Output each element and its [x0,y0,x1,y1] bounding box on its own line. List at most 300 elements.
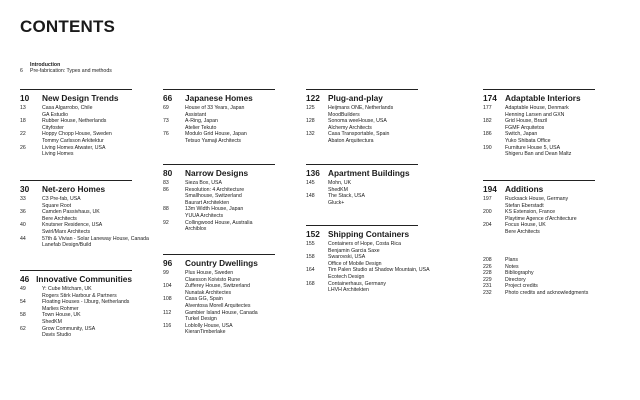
contents-entry [163,296,275,303]
entry-text: Mohn, UK [328,180,352,186]
entry-text: Archiblox [185,226,207,233]
entry-text: Swarovski, USA [328,254,366,261]
section [163,89,275,145]
entry-text: Directory [505,276,526,283]
entry-page-number [306,112,328,119]
entry-page-number [20,229,42,236]
contents-entry [483,138,595,145]
section [163,254,275,336]
entry-page-number: 132 [306,131,315,138]
entry-text: Notes [505,263,519,270]
section-page-number: 46 [20,274,30,284]
entry-page-number [163,303,185,310]
entry-page-number: 164 [306,267,315,274]
contents-entry [306,274,430,281]
entry-page-number [163,193,185,200]
entry-page-number: 54 [20,299,26,306]
entry-page-number [483,203,505,210]
entry-text: Rogers Stirk Harbour & Partners [42,292,117,299]
entry-text: Focus House, UK [505,222,546,229]
contents-entry [483,131,595,138]
contents-entry [163,206,275,213]
section-title: Narrow Designs [185,168,249,178]
contents-entry [20,216,149,223]
section-heading [163,164,275,178]
entry-text: Alventosa Morell Arquitectes [185,302,251,309]
section-heading [20,180,132,194]
contents-entry [306,287,430,294]
contents-entry [20,312,132,319]
entry-page-number: 177 [483,105,492,111]
entry-text: Square Root [42,202,72,209]
contents-entry [306,131,418,138]
back-matter-entry [483,290,588,297]
entry-page-number [163,200,185,207]
contents-entry [163,323,275,330]
entry-page-number: 86 [163,186,169,193]
contents-entry [306,187,418,194]
contents-entry [163,187,275,194]
section-title: Japanese Homes [185,93,253,103]
entry-text: Stefan Eberstadt [505,202,544,209]
entry-text: Rubber House, Netherlands [42,118,107,125]
entry-text: 13m Width House, Japan [185,206,244,213]
contents-entry [483,216,595,223]
entry-text: Furniture House 5, USA [505,144,561,151]
section-title: Adaptable Interiors [505,93,581,103]
section-title: Net-zero Homes [42,184,106,194]
section-title: Innovative Communities [36,274,132,284]
entry-text: Gluck+ [328,199,345,206]
contents-entry [306,241,430,248]
entry-page-number: 168 [306,280,315,287]
entry-page-number: 22 [20,131,26,138]
contents-entry [20,222,149,229]
contents-entry [163,193,275,200]
entry-text: Plans [505,257,518,263]
section-heading [163,89,275,103]
section-page-number: 174 [483,93,497,103]
entry-text: Camden Passivhaus, UK [42,209,100,216]
entry-text: Rucksack House, Germany [505,196,569,202]
section [306,164,418,206]
contents-entry [20,286,132,293]
entry-page-number: 112 [163,309,172,316]
entry-page-number: 76 [163,131,169,138]
entry-page-number [306,287,328,294]
contents-entry [20,229,149,236]
contents-entry [163,200,275,207]
entry-page-number [163,125,185,132]
back-matter [483,257,588,297]
entry-text: KieranTimberlake [185,329,226,336]
entry-page-number: 33 [20,196,26,202]
entry-text: Alchemy Architects [328,124,372,131]
back-matter-entry [483,257,588,264]
contents-entry [20,242,149,249]
contents-entry [20,151,132,158]
section-page-number: 66 [163,93,173,103]
entry-page-number: 204 [483,222,492,229]
entry-text: Project credits [505,283,538,290]
entry-text: Floating Houses - IJburg, Netherlands [42,299,130,306]
entry-page-number: 104 [163,283,172,290]
entry-text: Abaton Arquitectura [328,137,374,144]
contents-entry [306,248,430,255]
entry-page-number: 182 [483,118,492,125]
section-heading [483,180,595,194]
entry-text: 57th & Vivian - Solar Laneway House, Canada [42,235,149,242]
entry-text: Atelier Tekuto [185,124,217,131]
entry-text: Containerhaus, Germany [328,280,386,287]
contents-entry [20,145,132,152]
entry-text: Pre-fabrication: Types and methods [30,68,112,74]
section-title: Plug-and-play [328,93,383,103]
entry-text: Shigeru Ban and Dean Maltz [505,151,572,158]
contents-entry [483,145,595,152]
entry-text: Living Homes Atwater, USA [42,144,106,151]
entry-text: Tommy Carlsson Arkitektur [42,137,104,144]
contents-entry [20,332,132,339]
entry-page-number [20,203,42,210]
contents-entry [163,213,275,220]
entry-page-number [163,226,185,233]
section-title: New Design Trends [42,93,119,103]
contents-entry [163,226,275,233]
section-page-number: 10 [20,93,30,103]
entry-text: Zufferey House, Switzerland [185,283,251,290]
entry-text: ShedKM [328,186,348,193]
entry-page-number: 58 [20,312,26,319]
contents-entry [163,220,275,227]
contents-entry [20,319,132,326]
contents-entry [20,125,132,132]
contents-entry [163,290,275,297]
entry-page-number: 229 [483,276,492,283]
contents-entry [163,303,275,310]
entry-text: The Stack, USA [328,193,365,200]
entry-text: Collingwood House, Australia [185,219,253,226]
entry-page-number [20,319,42,326]
introduction-entry [20,68,112,74]
entry-page-number [20,138,42,145]
entry-text: GA Estudio [42,111,68,118]
entry-page-number: 125 [306,105,315,111]
contents-entry [483,125,595,132]
entry-text: KS Extension, France [505,209,556,216]
contents-entry [20,306,132,313]
entry-page-number [20,332,42,339]
section [483,180,595,236]
contents-entry [306,118,418,125]
entry-page-number [20,293,42,300]
entry-page-number [483,229,505,236]
entry-text: YUUA Architects [185,212,224,219]
contents-entry [306,105,418,112]
section [306,225,430,294]
entry-page-number [163,329,185,336]
entry-text: ShedKM [42,318,62,325]
entry-page-number [163,213,185,220]
entry-page-number: 49 [20,286,26,292]
entry-text: Baurart Architekten [185,199,230,206]
entry-page-number: 226 [483,263,492,270]
contents-entry [483,229,595,236]
section-title: Country Dwellings [185,258,258,268]
back-matter-entry [483,270,588,277]
entry-page-number: 36 [20,209,26,216]
contents-entry [163,105,275,112]
entry-text: Loblolly House, USA [185,322,233,329]
entry-page-number: 108 [163,296,172,303]
entry-text: Casa Algarrobo, Chile [42,105,93,111]
entry-text: Sieza Box, USA [185,180,222,186]
entry-page-number: 228 [483,270,492,277]
entry-page-number [163,138,185,145]
entry-text: MoodBuilders [328,111,360,118]
entry-text: Photo credits and acknowledgments [505,289,589,296]
entry-page-number [20,151,42,158]
contents-entry [163,138,275,145]
entry-page-number [20,112,42,119]
entry-page-number: 40 [20,222,26,229]
entry-page-number [483,216,505,223]
entry-text: Lanefab Design/Build [42,242,92,249]
section-page-number: 194 [483,184,497,194]
entry-page-number [20,216,42,223]
entry-page-number: 208 [483,257,492,263]
contents-entry [306,193,418,200]
entry-page-number [163,316,185,323]
entry-page-number: 83 [163,180,169,186]
entry-text: Hoppy Chopp House, Sweden [42,131,112,138]
entry-page-number [306,248,328,255]
entry-text: Davis Studio [42,332,72,339]
entry-text: Bibliography [505,270,534,277]
entry-page-number [163,290,185,297]
contents-entry [20,299,132,306]
section-title: Shipping Containers [328,229,410,239]
entry-page-number: 116 [163,322,172,329]
contents-entry [483,196,595,203]
contents-entry [306,180,418,187]
entry-page-number [483,112,505,119]
section [163,164,275,233]
entry-page-number: 232 [483,289,492,296]
page-title: CONTENTS [20,17,116,36]
section-heading [483,89,595,103]
entry-text: Switch, Japan [505,131,538,138]
entry-text: Resolution: 4 Architecture [185,186,245,193]
contents-entry [483,209,595,216]
entry-page-number: 231 [483,283,492,290]
contents-entry [306,138,418,145]
entry-text: Cityfoster [42,124,64,131]
entry-page-number [483,151,505,158]
entry-text: Adaptable House, Denmark [505,105,569,111]
entry-page-number: 155 [306,241,315,247]
entry-page-number [20,242,42,249]
contents-entry [306,254,430,261]
entry-text: Knutsner Residence, USA [42,222,103,229]
entry-text: Swirl/Marx Architects [42,228,91,235]
entry-text: Assistant [185,111,207,118]
contents-entry [20,138,132,145]
entry-page-number [483,138,505,145]
entry-text: Bere Architects [505,228,540,235]
entry-text: Town House, UK [42,312,81,319]
entry-page-number [306,187,328,194]
contents-entry [163,180,275,187]
entry-text: LHVH Architekten [328,287,369,294]
contents-entry [483,112,595,119]
entry-page-number: 69 [163,105,169,111]
contents-entry [163,329,275,336]
contents-entry [163,316,275,323]
entry-page-number [163,277,185,284]
entry-page-number [306,261,328,268]
entry-text: C3 Pre-fab, USA [42,196,81,202]
contents-entry [483,222,595,229]
contents-entry [163,310,275,317]
contents-entry [306,200,418,207]
entry-page-number: 148 [306,193,315,200]
contents-entry [163,112,275,119]
entry-text: Modulo Grid House, Japan [185,131,247,138]
entry-page-number: 88 [163,206,169,213]
contents-entry [163,283,275,290]
section-title: Apartment Buildings [328,168,410,178]
entry-text: Heijmans ONE, Netherlands [328,105,394,111]
entry-page-number: 99 [163,270,169,276]
entry-page-number: 200 [483,209,492,216]
contents-entry [20,326,132,333]
entry-page-number [306,125,328,132]
entry-page-number: 13 [20,105,26,111]
entry-page-number [20,125,42,132]
entry-text: Tim Palen Studio at Shadow Mountain, USA [328,267,430,274]
entry-page-number [163,112,185,119]
entry-page-number [306,200,328,207]
entry-page-number [306,274,328,281]
contents-entry [20,196,149,203]
contents-entry [306,125,418,132]
contents-entry [20,236,149,243]
entry-page-number: 62 [20,325,26,332]
entry-text: A-Ring, Japan [185,118,218,125]
section-page-number: 136 [306,168,320,178]
section [20,89,132,158]
entry-text: FGMF Arquitetos [505,124,545,131]
section-page-number: 152 [306,229,320,239]
section-heading [306,164,418,178]
section-heading [20,270,132,284]
entry-text: Marlies Rohmer [42,305,79,312]
entry-page-number: 73 [163,118,169,125]
contents-entry [163,270,275,277]
entry-page-number: 6 [20,68,23,74]
section-page-number: 96 [163,258,173,268]
section-page-number: 30 [20,184,30,194]
entry-text: Smallhouse, Switzerland [185,193,242,200]
entry-page-number [483,125,505,132]
contents-entry [20,131,132,138]
contents-entry [20,112,132,119]
entry-page-number: 158 [306,254,315,261]
entry-page-number: 186 [483,131,492,138]
entry-text: Living Homes [42,151,74,158]
back-matter-entry [483,264,588,271]
entry-text: Yuko Shibata Office [505,137,551,144]
entry-text: Casa GG, Spain [185,296,223,303]
contents-entry [163,118,275,125]
contents-entry [483,151,595,158]
section [20,180,149,249]
entry-text: Y: Cube Mitcham, UK [42,286,92,292]
entry-page-number: 190 [483,144,492,151]
contents-entry [483,105,595,112]
entry-text: House of 33 Years, Japan [185,105,245,111]
entry-page-number: 18 [20,118,26,125]
contents-entry [20,118,132,125]
entry-text: Claesson Koivisto Rune [185,276,241,283]
contents-entry [20,293,132,300]
entry-text: Casa Transportable, Spain [328,131,390,138]
section-page-number: 122 [306,93,320,103]
contents-entry [483,118,595,125]
section-page-number: 80 [163,168,173,178]
entry-text: Grid House, Brazil [505,118,548,125]
entry-text: Benjamin Garcia Saxe [328,247,380,254]
section-title: Additions [505,184,544,194]
entry-page-number [306,138,328,145]
entry-page-number [20,306,42,313]
contents-entry [20,203,149,210]
entry-text: Tetsuo Yamaji Architects [185,137,242,144]
entry-text: Ecotech Design [328,273,365,280]
entry-text: Containers of Hope, Costa Rica [328,241,401,247]
entry-page-number: 197 [483,196,492,202]
introduction [20,62,112,74]
contents-entry [306,281,430,288]
entry-page-number: 128 [306,118,315,125]
contents-entry [163,125,275,132]
section-heading [306,225,418,239]
back-matter-entry [483,277,588,284]
contents-entry [483,203,595,210]
entry-text: Henning Larsen and GXN [505,111,565,118]
contents-entry [163,131,275,138]
contents-entry [306,112,418,119]
entry-page-number: 145 [306,180,315,186]
section-heading [20,89,132,103]
contents-entry [306,267,430,274]
section [483,89,595,158]
contents-entry [20,105,132,112]
contents-entry [306,261,430,268]
entry-text: Plus House, Sweden [185,270,234,276]
entry-text: Bere Architects [42,215,77,222]
entry-text: Nunatak Architectes [185,289,232,296]
entry-text: Gambier Island House, Canada [185,309,258,316]
section [306,89,418,145]
entry-text: Playtime Agence d'Architecture [505,215,577,222]
entry-page-number: 26 [20,144,26,151]
introduction-heading: Introduction [30,62,61,68]
section-heading [306,89,418,103]
contents-entry [20,209,149,216]
back-matter-entry [483,283,588,290]
